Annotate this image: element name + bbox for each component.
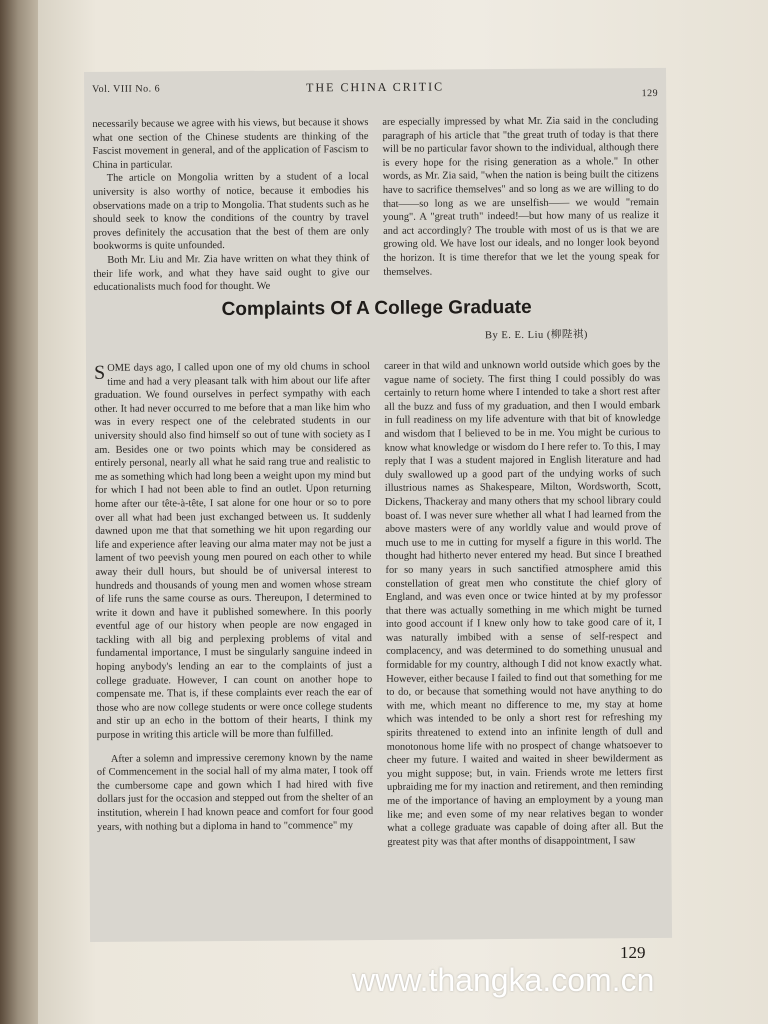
paragraph xyxy=(94,360,373,743)
paragraph-text: OME days ago, I called upon one of my old chums in school time and had a very pleasant talk with him about our life after graduation. We found ourselves in perfect sympathy with each other. It had never occurred to me before that a man like him who was in every respect one of the celebrated students in our university should also find himself so out of tune with society as I am. Besides one or two points which may be considered as entirely personal, nearly all what he said rang true and realistic to me as something which had long been a weight upon my mind but for which I had not been able to find an outlet. Upon returning home after our tête-à-tête, I sat alone for one hour or so to pore over all what had been just exchanged between us. It suddenly dawned upon me that that something we hit upon regarding our life and experience after leaving our alma mater may not be just a lament of two peevish young men poured on each other to while away their dull hours, but should be of universal interest to hundreds and thousands of young men and women whose stream of life runs the same course as ours. Thereupon, I determined to write it down and have it published somewhere. In this poorly eventful age of our history when people are now engaged in tackling with all big and perplexing problems of vital and fundamental importance, I must be singularly sanguine indeed in hoping anybody's lending an ear to the complaints of just a college graduate. However, I can count on another hope to compensate me. That is, if these complaints ever reach the ear of those who are now college students or were once college students and stir up an echo in the bottom of their hearts, I think my purpose in writing this article will be more than fulfilled. xyxy=(94,361,373,741)
paragraph: are especially impressed by what Mr. Zia said in the concluding paragraph of his article that "the great truth of today is that there will be no particular favor shown to the individual, although there is every hope for the rising generation as a whole." In other words, as Mr. Zia said, "when the nation is being built the citizens have to sacrifice themselves" and so long as we are willing to do that——so long as we are unselfish—— we would "remain young". A "great truth" indeed!—but how many of us realize it and act accordingly? The trouble with most of us is that we are growing old. We have lost our ideals, and no longer look beyond the horizon. It is time therefor that we let the young speak for themselves. xyxy=(382,114,660,278)
paragraph: Both Mr. Liu and Mr. Zia have written on what they think of their life work, and what they have said ought to give our educationalists much food for thought. We xyxy=(93,252,370,294)
watermark-text: www.thangka.com.cn xyxy=(352,962,655,998)
drop-cap: S xyxy=(94,361,106,384)
paragraph: career in that wild and unknown world outside which goes by the vague name of society. The first thing I could possibly do was certainly to return home where I intended to take a short rest after all the buzz and fuss of my graduation, and then I would embark in full readiness on my life adventure with that bit of knowledge and wisdom that I believed to be in me. You might be curious to know what knowledge or wisdom do I here refer to. To this, I may reply that I was a student majored in English literature and had duly swallowed up a good part of the undying works of such illustrious names as Shakespeare, Milton, Wordsworth, Scott, Dickens, Thackeray and many others that my school library could boast of. I was never sure whether all what I had learned from the above masters were of any worldly value and would prove of much use to me in cutting for myself a figure in this world. The thought had hitherto never entered my head. But since I breathed for so many years in such sanctified atmosphere amid this constellation of great men who constitute the chief glory of England, and was even once or twice hinted at by my professor that there was actually something in me which might be turned into good account if I knew only how to take good care of it, I was naturally imbibed with a sense of self-respect and complacency, and was determined to do something unusual and formidable for my country, although I did not know exactly what. However, either because I failed to find out that something for me to do, or because that something would not have anything to do with me, which meant no difference to me, my stay at home which was intended to be only a short rest for refreshing my spirits threatened to extend into an infinite length of dull and monotonous home life with no prospect of change whatsoever to cheer my future. I waited and waited in sheer bewilderment as you might suppose; but, in vain. Friends wrote me letters first upbraiding me for my inaction and retirement, and then reminding me of the importance of having an employment by a young man like me; and even some of my near relatives began to wonder what a college graduate was capable of doing after all. But the greatest pity was that after months of disappointment, I saw xyxy=(384,358,664,848)
paragraph: necessarily because we agree with his views, but because it shows what one section of the Chinese students are thinking of the Fascist movement in general, and of the application of Fascism to China in particular. xyxy=(92,117,369,171)
journal-title: THE CHINA CRITIC xyxy=(306,79,445,95)
printed-page xyxy=(84,68,672,942)
header-page-number: 129 xyxy=(641,87,659,100)
paragraph: The article on Mongolia written by a student of a local university is also worthy of notice, because it embodies his observations made on a trip to Mongolia. That students such as he should seek to know the conditions of the country by travel proves definitely the accusation that the best of them are only bookworms is quite unfounded. xyxy=(92,171,370,253)
volume-label: Vol. VIII No. 6 xyxy=(92,83,161,95)
preceding-article-left-column xyxy=(92,116,369,295)
paragraph: After a solemn and impressive ceremony known by the name of Commencement in the social hall of my alma mater, I took off the cumbersome cape and gown which I had hired with five dollars just for the occasion and stepped out from the shelter of an institution, wherein I had known peace and comfort for four good years, with nothing but a diploma in hand to "commence" my xyxy=(96,751,374,833)
article-title: Complaints Of A College Graduate xyxy=(221,296,532,321)
article-left-column xyxy=(94,360,373,834)
article-byline: By E. E. Liu (柳陛祺) xyxy=(484,329,588,342)
running-header xyxy=(92,74,658,100)
page-number: 129 xyxy=(620,943,646,962)
article-right-column xyxy=(384,358,663,849)
preceding-article-right-column xyxy=(382,114,659,279)
